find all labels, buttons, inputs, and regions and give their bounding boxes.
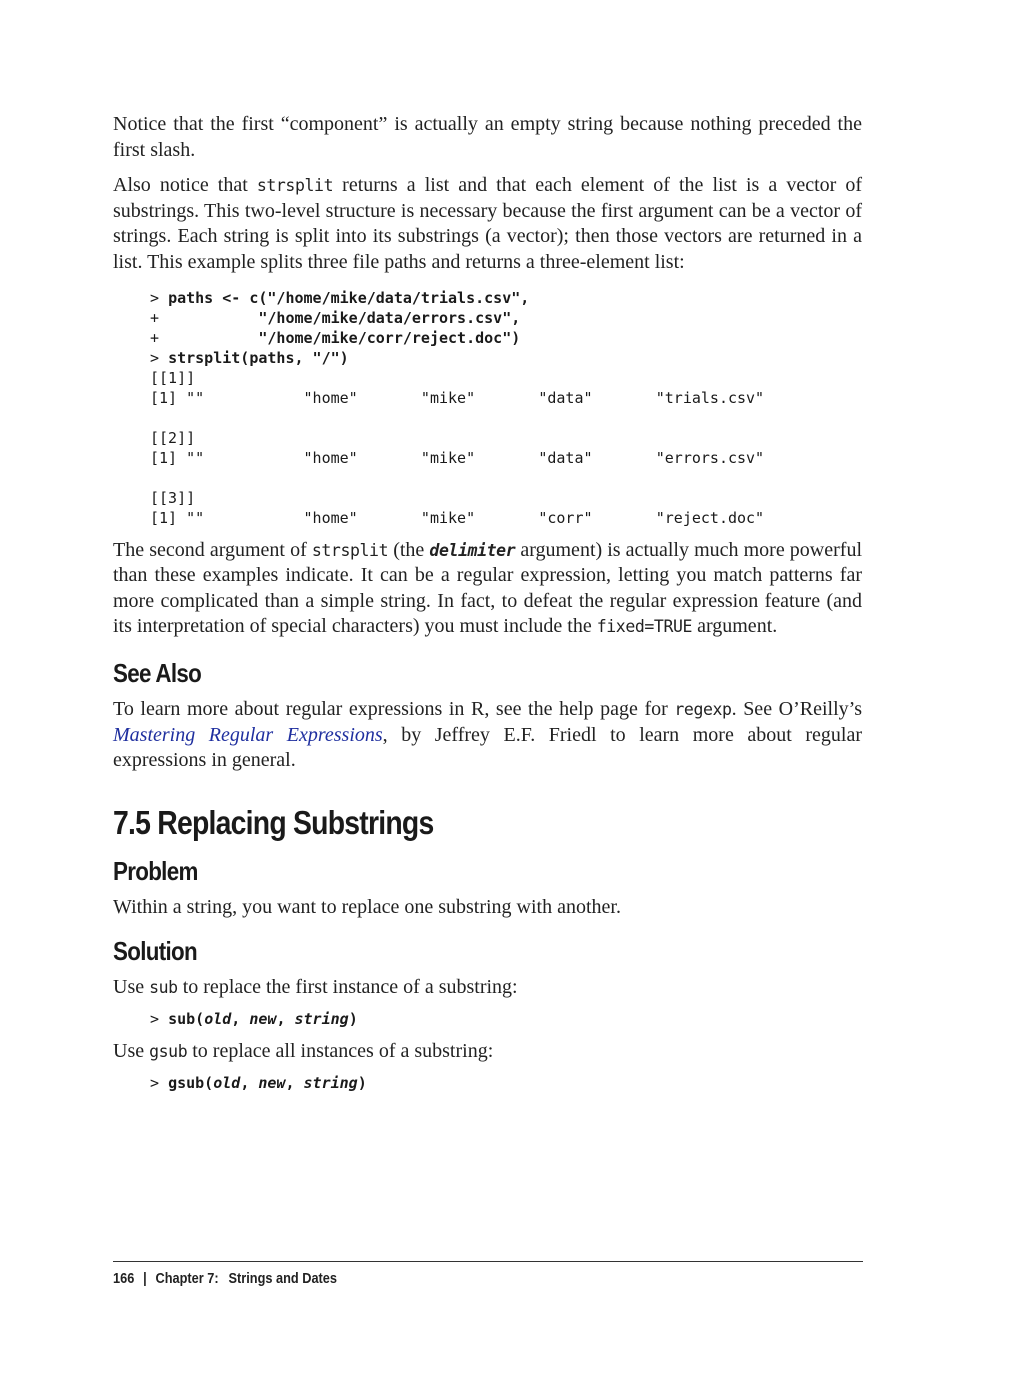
page-footer — [113, 1261, 863, 1287]
footer-divider: | — [143, 1271, 147, 1287]
inline-code-strsplit: strsplit — [256, 176, 334, 196]
paragraph-use-sub: Use sub to replace the first instance of a substring: — [113, 976, 518, 999]
section-title-replacing-substrings: 7.5 Replacing Substrings — [113, 803, 434, 841]
page-content — [113, 112, 862, 1093]
paragraph-strsplit-returns-list: Also notice that strsplit returns a list and that each element of the list is a vector of substrings. This two-level structure is necessary because the first argument can be a vector of strings. Each string is split into its substrings (a vector); then those vectors are returned in a list. This example splits three file paths and returns a three-element list: — [113, 174, 863, 273]
code-block-gsub: > gsub(old, new, string) — [150, 1073, 367, 1092]
heading-solution: Solution — [113, 936, 197, 967]
paragraph-delimiter-argument: The second argument of strsplit (the delimiter argument) is actually much more powerful than these examples indicate. It can be a regular expression, letting you match patterns far more complicated than a simple string. In fact, to defeat the regular expression feature (and its interpretation of special characters) you must include the fixed=TRUE argument. — [113, 538, 862, 638]
paragraph-problem: Within a string, you want to replace one substring with another. — [113, 895, 621, 918]
page-number: 166 — [113, 1271, 135, 1287]
inline-code-regexp: regexp — [674, 699, 732, 719]
inline-code-gsub: gsub — [149, 1041, 188, 1061]
code-block-strsplit-example: > paths <- c("/home/mike/data/trials.csv", + "/home/mike/data/errors.csv", + "/home/mike/corr/reject.doc") > strsplit(paths, "/") [[1]] [1] "" "home" "mike" "data" "trials.csv" [[2]] [1] "" "home" "mike" "data" "errors.csv" [[3]] [1] "" "home" "mike" "corr" "reject.doc" — [150, 288, 765, 527]
heading-see-also: See Also — [113, 657, 202, 688]
footer-text — [113, 1271, 337, 1287]
inline-code-strsplit-2: strsplit — [311, 540, 389, 560]
paragraph-see-also: To learn more about regular expressions in R, see the help page for regexp. See O’Reilly’s Mastering Regular Expressions, by Jeffrey E.F. Friedl to learn more about regular expressions in general. — [113, 697, 862, 772]
paragraph-use-gsub: Use gsub to replace all instances of a substring: — [113, 1039, 494, 1062]
heading-problem: Problem — [113, 855, 198, 886]
inline-code-delimiter: delimiter — [429, 540, 516, 560]
code-block-sub: > sub(old, new, string) — [150, 1009, 358, 1028]
paragraph-empty-component: Notice that the first “component” is actually an empty string because nothing preceded the first slash. — [113, 113, 862, 161]
inline-code-sub: sub — [149, 978, 178, 998]
inline-code-fixed-true: fixed=TRUE — [596, 617, 693, 637]
chapter-title: Chapter 7: Strings and Dates — [155, 1271, 337, 1287]
link-mastering-regular-expressions[interactable]: Mastering Regular Expressions — [113, 723, 383, 746]
